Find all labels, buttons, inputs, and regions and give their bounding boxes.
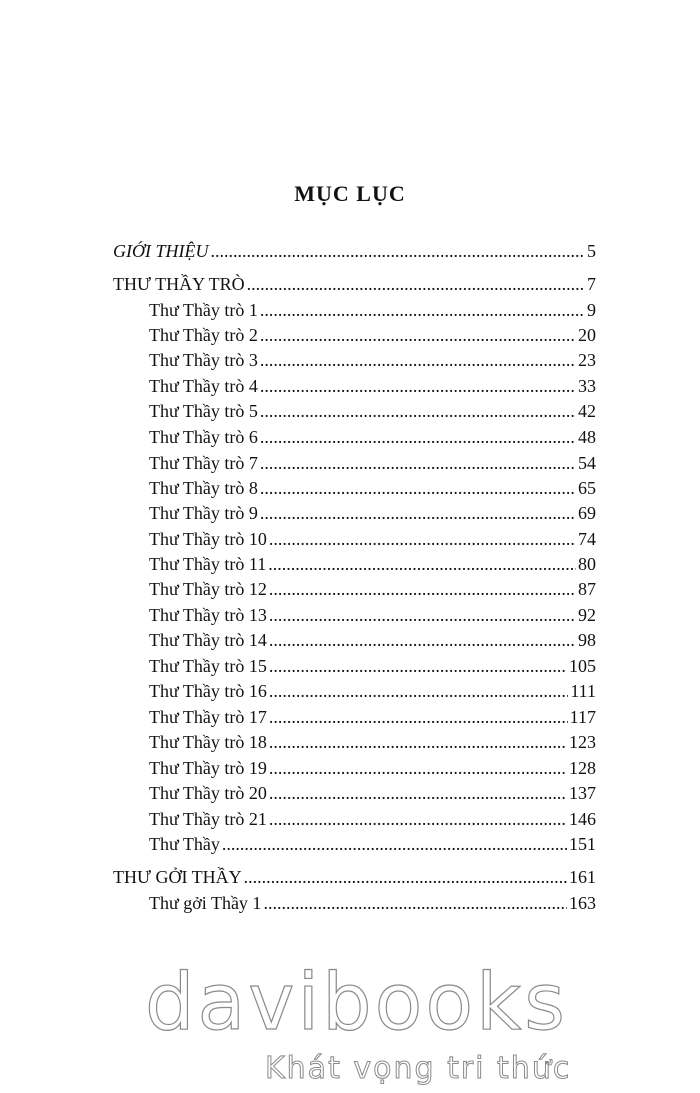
toc-page-number: 161 <box>569 867 596 887</box>
toc-entry <box>149 400 596 422</box>
dot-leader <box>269 731 567 753</box>
toc-page-number: 163 <box>569 893 596 913</box>
watermark <box>0 958 700 1088</box>
toc-entry <box>149 426 596 448</box>
toc-page-number: 105 <box>569 656 596 676</box>
toc-page-number: 65 <box>578 478 596 498</box>
dot-leader <box>260 400 576 422</box>
toc-entry-label: Thư Thầy trò 1 <box>149 300 258 320</box>
toc-entry-label: Thư gởi Thầy 1 <box>149 893 262 913</box>
toc-page-number: 74 <box>578 529 596 549</box>
toc-entry-label: Thư Thầy trò 2 <box>149 325 258 345</box>
toc-entry <box>149 892 596 914</box>
toc-entry <box>149 528 596 550</box>
toc-entry-label: Thư Thầy trò 6 <box>149 427 258 447</box>
toc-page-number: 7 <box>587 274 596 294</box>
dot-leader <box>260 299 585 321</box>
dot-leader <box>269 808 567 830</box>
toc-entry-label: Thư Thầy trò 11 <box>149 554 267 574</box>
toc-entry-label: Thư Thầy trò 7 <box>149 453 258 473</box>
dot-leader <box>269 629 576 651</box>
watermark-tagline: Khát vọng tri thức <box>265 1051 572 1086</box>
toc-page-number: 146 <box>569 809 596 829</box>
dot-leader <box>222 833 567 855</box>
toc-entry-label: Thư Thầy trò 16 <box>149 681 267 701</box>
toc-entry <box>149 757 596 779</box>
toc-entry <box>149 604 596 626</box>
toc-page-number: 54 <box>578 453 596 473</box>
toc-page-number: 87 <box>578 579 596 599</box>
toc-entry-label: Thư Thầy trò 9 <box>149 503 258 523</box>
toc-entry <box>149 706 596 728</box>
toc-entry-label: Thư Thầy trò 15 <box>149 656 267 676</box>
toc-entry-label: Thư Thầy trò 20 <box>149 783 267 803</box>
toc-entry <box>149 477 596 499</box>
toc-entry-label: Thư Thầy trò 12 <box>149 579 267 599</box>
toc-page-number: 137 <box>569 783 596 803</box>
toc-entry-label: Thư Thầy trò 5 <box>149 401 258 421</box>
toc-section-letters-to-teacher <box>113 866 596 888</box>
toc-entry <box>149 502 596 524</box>
toc-page-number: 151 <box>569 834 596 854</box>
toc-entry-label: Thư Thầy trò 10 <box>149 529 267 549</box>
toc-page-number: 9 <box>587 300 596 320</box>
dot-leader <box>263 892 567 914</box>
toc-section-label: GIỚI THIỆU <box>113 241 209 261</box>
dot-leader <box>210 240 585 262</box>
toc-page-number: 123 <box>569 732 596 752</box>
dot-leader <box>247 273 585 295</box>
toc-entry-label: Thư Thầy trò 13 <box>149 605 267 625</box>
toc-page-number: 5 <box>587 241 596 261</box>
toc-entry-label: Thư Thầy trò 21 <box>149 809 267 829</box>
toc-section-intro <box>113 240 596 262</box>
toc-page-number: 80 <box>578 554 596 574</box>
toc-page-number: 20 <box>578 325 596 345</box>
toc-entry <box>149 324 596 346</box>
toc-entry <box>149 808 596 830</box>
toc-section-label: THƯ THẦY TRÒ <box>113 274 245 294</box>
watermark-brand: davibooks <box>145 958 568 1048</box>
toc-page-number: 42 <box>578 401 596 421</box>
dot-leader <box>268 553 576 575</box>
dot-leader <box>260 349 576 371</box>
toc-entry-label: Thư Thầy trò 3 <box>149 350 258 370</box>
toc-entry-label: Thư Thầy <box>149 834 220 854</box>
toc-page-number: 23 <box>578 350 596 370</box>
toc-page-number: 128 <box>569 758 596 778</box>
dot-leader <box>260 477 576 499</box>
dot-leader <box>260 452 576 474</box>
toc-entry <box>149 349 596 371</box>
dot-leader <box>269 655 567 677</box>
toc-page-number: 98 <box>578 630 596 650</box>
dot-leader <box>269 782 567 804</box>
toc-entry-label: Thư Thầy trò 14 <box>149 630 267 650</box>
toc-entry <box>149 553 596 575</box>
toc-entry-label: Thư Thầy trò 18 <box>149 732 267 752</box>
toc-entry-label: Thư Thầy trò 8 <box>149 478 258 498</box>
toc-entry-label: Thư Thầy trò 17 <box>149 707 267 727</box>
page-title: MỤC LỤC <box>294 181 406 206</box>
toc-page-number: 92 <box>578 605 596 625</box>
toc-page-number: 33 <box>578 376 596 396</box>
dot-leader <box>260 324 576 346</box>
toc-page-number: 111 <box>570 681 596 701</box>
toc-section-letters <box>113 273 596 295</box>
dot-leader <box>269 528 576 550</box>
toc-entry <box>149 655 596 677</box>
dot-leader <box>269 604 576 626</box>
toc-entry <box>149 782 596 804</box>
toc-entry <box>149 731 596 753</box>
toc-entry <box>149 629 596 651</box>
dot-leader <box>269 757 567 779</box>
toc-section-label: THƯ GỞI THẦY <box>113 867 242 887</box>
toc-entry <box>149 299 596 321</box>
dot-leader <box>260 375 576 397</box>
dot-leader <box>269 578 576 600</box>
dot-leader <box>260 426 576 448</box>
toc-entry <box>149 578 596 600</box>
toc-page-number: 48 <box>578 427 596 447</box>
dot-leader <box>244 866 567 888</box>
toc-entry <box>149 680 596 702</box>
dot-leader <box>269 680 568 702</box>
toc-entry <box>149 452 596 474</box>
toc-entry <box>149 833 596 855</box>
toc-entry-label: Thư Thầy trò 19 <box>149 758 267 778</box>
toc-page-number: 69 <box>578 503 596 523</box>
toc-page-number: 117 <box>569 707 596 727</box>
dot-leader <box>260 502 576 524</box>
toc-entry <box>149 375 596 397</box>
dot-leader <box>269 706 568 728</box>
toc-entry-label: Thư Thầy trò 4 <box>149 376 258 396</box>
